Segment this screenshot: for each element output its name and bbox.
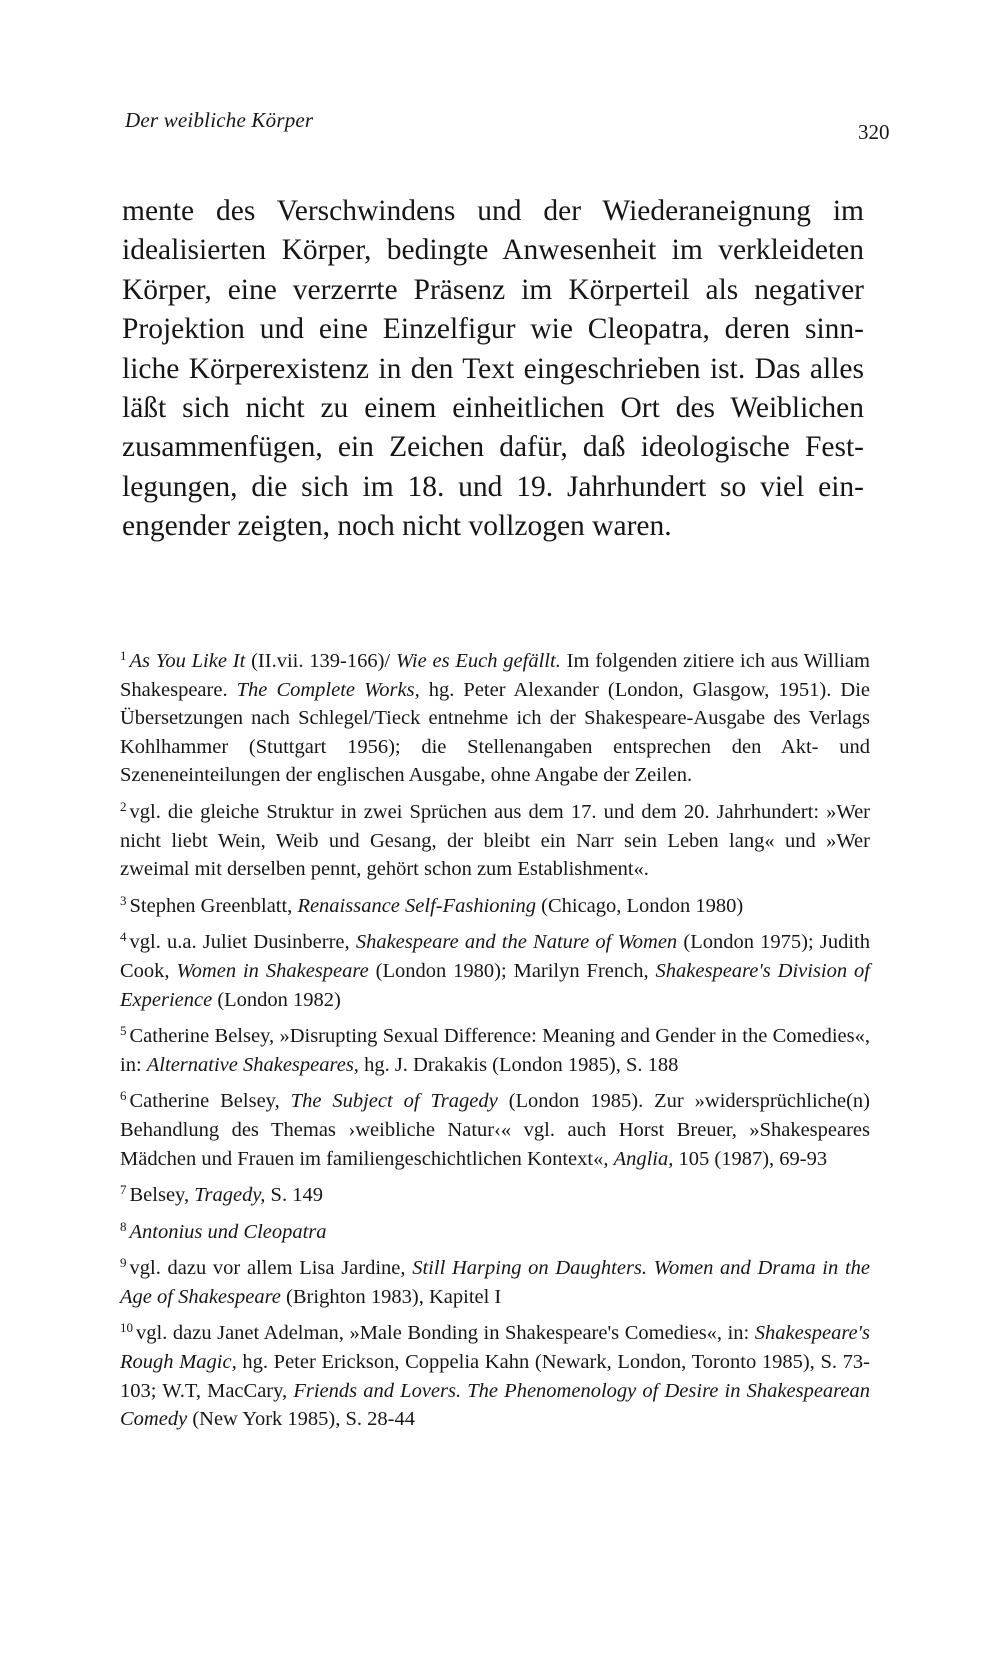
footnote-text: (London 1982): [212, 988, 341, 1011]
footnote-1: [120, 642, 870, 790]
footnote-text: vgl. die gleiche Struktur in zwei Sprüchen aus dem 17. und dem 20. Jahrhundert: »Wer nicht liebt Wein, Weib und Gesang, der bleibt ein Narr sein Leben lang« und »Wer zweimal mit derselben pennt, gehört schon zum Establishment«.: [120, 800, 870, 881]
footnote-4: [120, 923, 870, 1014]
footnote-title-text: Renaissance Self-Fashioning: [297, 894, 536, 917]
footnote-6: [120, 1082, 870, 1173]
footnote-text: hg. Peter Alexander (London, Glasgow, 1951). Die Übersetzungen nach Schlegel/Tieck entnehme ich der Shakespeare-Ausgabe des Verlags Kohlhammer (Stuttgart 1956); die Stellenangaben entsprechen den Akt- und Szeneneinteilungen der englischen Ausgabe, ohne Angabe der Zeilen.: [120, 678, 871, 787]
footnote-title-text: Still Harping on Daughters. Women and Drama in the Age of Shakespeare: [120, 1257, 870, 1308]
footnote-title-text: Antonius und Cleopatra: [129, 1220, 327, 1243]
footnote-10: [120, 1314, 870, 1433]
body-paragraph: [122, 192, 864, 547]
page-number: 320: [858, 120, 890, 144]
footnote-text: hg. J. Drakakis (London 1985), S. 188: [358, 1053, 679, 1076]
running-title: Der weibliche Körper: [125, 108, 314, 132]
footnote-title-text: Wie es Euch gefällt.: [395, 650, 561, 672]
footnote-title-text: As You Like It: [129, 650, 246, 672]
body-line: Körper, eine verzerrte Präsenz im Körperteil als negativer: [122, 273, 864, 306]
footnote-9: [120, 1249, 870, 1311]
footnote-number: 9: [120, 1255, 127, 1271]
footnote-number: 2: [120, 798, 127, 814]
footnote-title-text: Shakespeare and the Nature of Women: [355, 931, 678, 954]
body-line: zusammenfügen, ein Zeichen dafür, daß ideologische Fest-: [122, 431, 864, 464]
footnote-text: Catherine Belsey,: [129, 1090, 291, 1113]
footnote-text: (Chicago, London 1980): [536, 894, 744, 917]
footnote-text: vgl. dazu Janet Adelman, »Male Bonding in Shakespeare's Comedies«, in:: [136, 1322, 755, 1345]
body-line: mente des Verschwindens und der Wiederaneignung im: [122, 195, 864, 227]
footnote-text: S. 149: [265, 1184, 323, 1207]
footnotes-section: [120, 642, 870, 1437]
footnote-text: Stephen Greenblatt,: [129, 894, 298, 917]
footnote-text: Im folgenden zitiere ich aus William Shakespeare.: [120, 650, 870, 701]
body-line: idealisierten Körper, bedingte Anwesenheit im verkleideten: [122, 234, 864, 267]
footnote-7: [120, 1176, 870, 1210]
footnote-number: 6: [120, 1088, 127, 1104]
footnote-text: 105 (1987), 69-93: [673, 1147, 828, 1170]
footnote-text: (II.vii. 139-166)/: [245, 650, 396, 672]
footnote-title-text: Tragedy,: [194, 1184, 266, 1207]
footnote-title-text: Alternative Shakespeares,: [146, 1053, 359, 1076]
footnote-text: vgl. dazu vor allem Lisa Jardine,: [129, 1257, 413, 1280]
footnote-number: 1: [120, 648, 127, 663]
footnote-text: (London 1975); Judith Cook,: [120, 931, 870, 982]
body-line: liche Körperexistenz in den Text eingeschrieben ist. Das alles: [122, 352, 864, 385]
footnote-title-text: Shakespeare's Division of Experience: [120, 959, 870, 1011]
footnote-title-text: The Subject of Tragedy: [290, 1090, 498, 1113]
footnote-text: Belsey,: [129, 1184, 195, 1207]
footnote-number: 3: [120, 892, 127, 908]
body-line: engender zeigten, noch nicht vollzogen waren.: [122, 510, 672, 543]
footnote-8: [120, 1213, 870, 1247]
footnote-text: (Brighton 1983), Kapitel I: [280, 1285, 502, 1308]
footnote-3: [120, 887, 870, 921]
body-line: legungen, die sich im 18. und 19. Jahrhundert so viel ein-: [122, 470, 864, 503]
footnote-number: 7: [120, 1182, 127, 1198]
footnote-title-text: The Complete Works,: [236, 678, 420, 701]
footnote-text: (New York 1985), S. 28-44: [187, 1408, 415, 1431]
footnote-text: vgl. u.a. Juliet Dusinberre,: [129, 931, 356, 954]
body-line: läßt sich nicht zu einem einheitlichen Ort des Weiblichen: [122, 392, 864, 425]
footnote-title-text: Women in Shakespeare: [176, 959, 369, 982]
footnote-5: [120, 1017, 870, 1079]
footnote-2: [120, 793, 870, 884]
footnote-number: 4: [120, 929, 127, 945]
footnote-title-text: Shakespeare's Rough Magic,: [120, 1322, 870, 1374]
footnote-text: hg. Peter Erickson, Coppelia Kahn (Newark, London, Toronto 1985), S. 73-103; W.T, MacCary,: [120, 1351, 871, 1402]
footnote-number: 8: [120, 1218, 127, 1234]
footnote-text: (London 1980); Marilyn French,: [368, 959, 656, 982]
footnote-title-text: Friends and Lovers. The Phenomenology of Desire in Shakespearean Comedy: [120, 1379, 870, 1431]
footnote-number: 10: [120, 1320, 133, 1336]
body-line: Projektion und eine Einzelfigur wie Cleopatra, deren sinn-: [122, 313, 864, 346]
footnote-text: Catherine Belsey, »Disrupting Sexual Difference: Meaning and Gender in the Comedies«, in:: [120, 1025, 870, 1076]
footnote-number: 5: [120, 1023, 127, 1039]
footnote-text: (London 1985). Zur »widersprüchliche(n) Behandlung des Themas ›weibliche Natur‹« vgl. auch Horst Breuer, »Shakespeares Mädchen und Frauen im familiengeschichtlichen Kontext«,: [120, 1090, 870, 1170]
footnote-title-text: Anglia,: [613, 1147, 674, 1170]
